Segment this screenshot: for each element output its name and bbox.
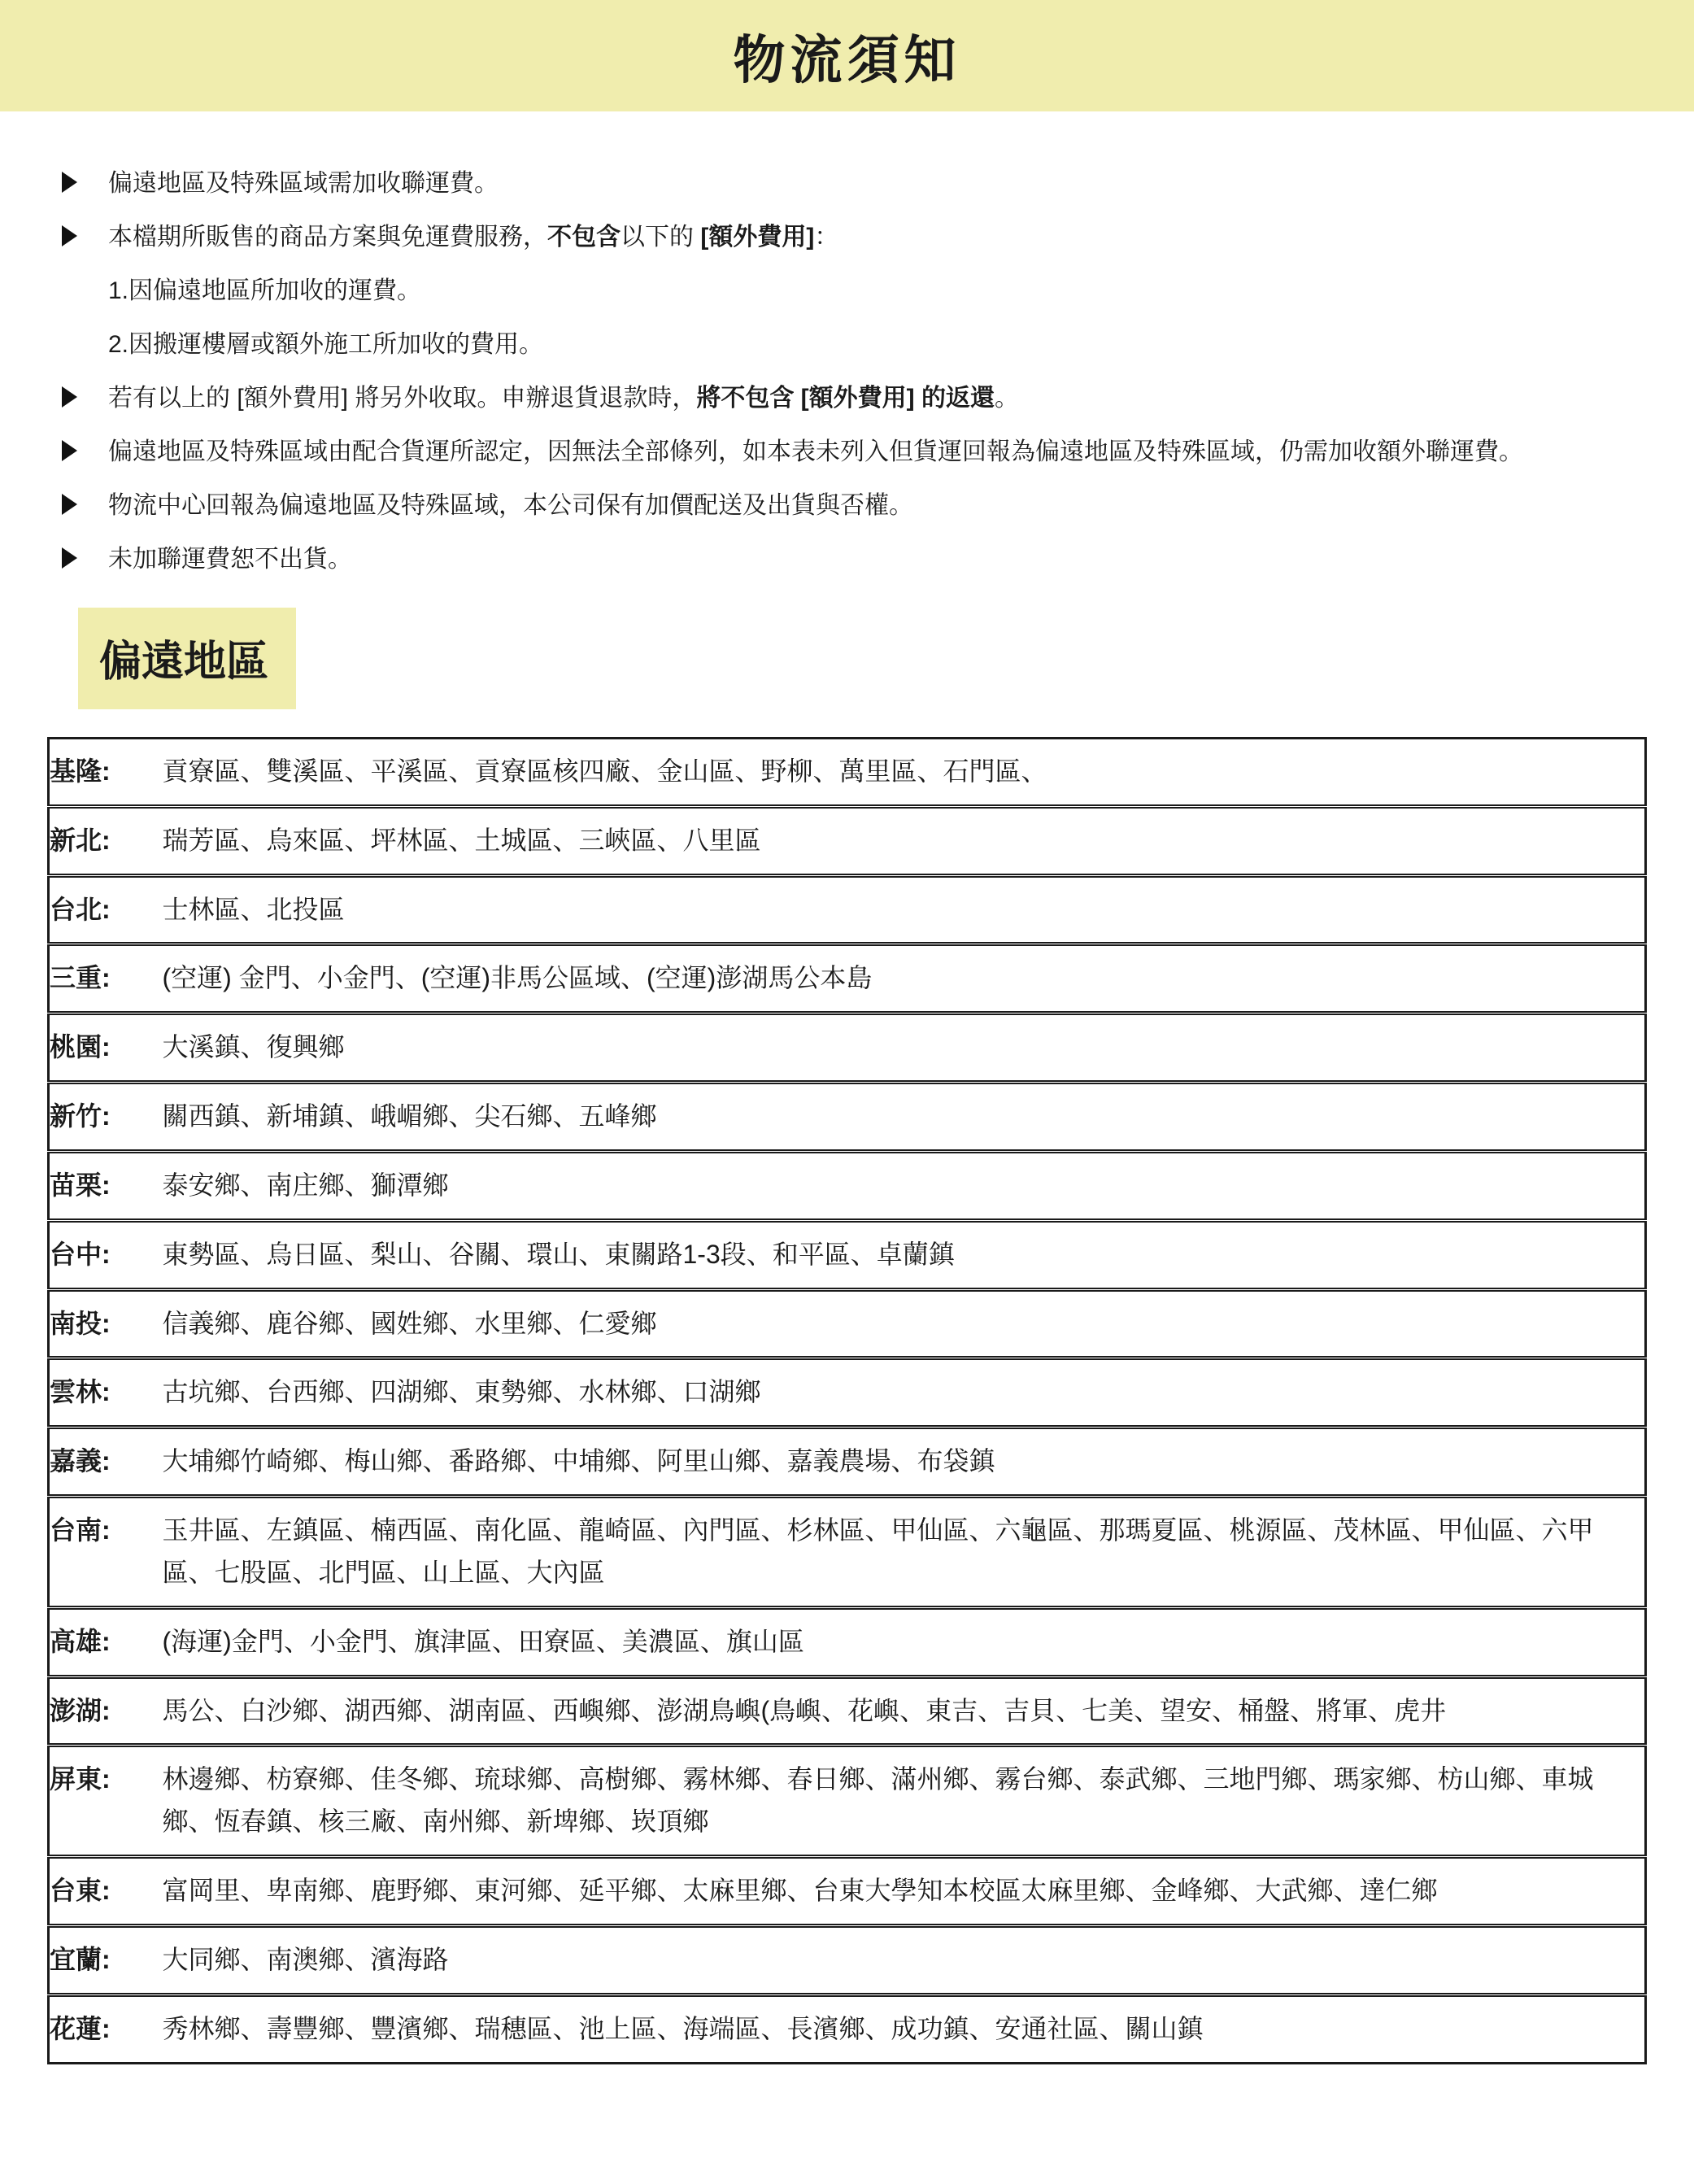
table-row [49,1994,1646,2063]
bullet-arrow-icon [62,172,77,193]
region-areas: 古坑鄉、台西鄉、四湖鄉、東勢鄉、水林鄉、口湖鄉 [163,1358,1646,1428]
notice-segment: 以下的 [621,224,701,251]
region-label: 台中: [49,1220,163,1289]
table-row [49,875,1646,944]
region-label: 花蓮: [49,1994,163,2063]
region-areas: 東勢區、烏日區、梨山、谷關、環山、東關路1-3段、和平區、卓蘭鎮 [163,1220,1646,1289]
notice-item [47,165,1647,202]
region-areas: 大同鄉、南澳鄉、濱海路 [163,1925,1646,1994]
table-row [49,739,1646,807]
table-row [49,1289,1646,1358]
region-label: 澎湖: [49,1676,163,1746]
regions-table-body [49,739,1646,2064]
table-row [49,1746,1646,1857]
region-label: 台東: [49,1857,163,1926]
page-content [0,111,1694,2064]
region-areas: 貢寮區、雙溪區、平溪區、貢寮區核四廠、金山區、野柳、萬里區、石門區、 [162,756,1047,786]
notice-text [108,165,499,202]
table-row [49,806,1646,875]
region-label: 宜蘭: [49,1925,163,1994]
table-row [49,1083,1646,1152]
bullet-arrow-icon [62,547,77,569]
table-row [49,1676,1646,1746]
region-areas: 大溪鎮、復興鄉 [163,1014,1646,1083]
table-row [49,1857,1646,1926]
region-label: 基隆: [50,756,111,786]
table-row [49,944,1646,1014]
table-row [49,1497,1646,1608]
notice-text [108,380,1019,416]
region-label: 南投: [49,1289,163,1358]
region-areas: 秀林鄉、壽豐鄉、豐濱鄉、瑞穗區、池上區、海端區、長濱鄉、成功鎮、安通社區、關山鎮 [163,1994,1646,2063]
region-label: 新竹: [49,1083,163,1152]
bullet-arrow-icon [62,386,77,408]
region-areas: 林邊鄉、枋寮鄉、佳冬鄉、琉球鄉、高樹鄉、霧林鄉、春日鄉、滿州鄉、霧台鄉、泰武鄉、三地門鄉、瑪家鄉、枋山鄉、車城鄉、恆春鎮、核三廠、南州鄉、新埤鄉、崁頂鄉 [163,1746,1646,1857]
table-row [49,1151,1646,1220]
notice-segment: 未加聯運費恕不出貨。 [108,546,352,573]
notice-item [47,434,1647,470]
region-areas: (空運) 金門、小金門、(空運)非馬公區域、(空運)澎湖馬公本島 [163,944,1646,1014]
title-banner [0,0,1694,111]
table-row [49,1925,1646,1994]
region-areas: 瑞芳區、烏來區、坪林區、土城區、三峽區、八里區 [163,806,1646,875]
notice-text [108,326,543,363]
region-label: 苗栗: [49,1151,163,1220]
notice-segment: ： [814,224,839,251]
notice-item [47,541,1647,578]
notice-text [108,541,352,578]
region-label: 三重: [49,944,163,1014]
region-label: 新北: [49,806,163,875]
region-areas: 玉井區、左鎮區、楠西區、南化區、龍崎區、內門區、杉林區、甲仙區、六龜區、那瑪夏區、桃源區、茂林區、甲仙區、六甲區、七股區、北門區、山上區、大內區 [163,1497,1646,1608]
remote-areas-table [47,737,1647,2064]
notice-segment: 本檔期所販售的商品方案與免運費服務， [108,224,547,251]
table-row [49,1220,1646,1289]
notice-list [47,165,1647,578]
region-label: 嘉義: [49,1428,163,1497]
bullet-arrow-icon [62,494,77,515]
notice-segment: 1.因偏遠地區所加收的運費。 [108,277,422,304]
region-label: 台南: [49,1497,163,1608]
notice-item [47,380,1647,416]
region-label: 台北: [49,875,163,944]
region-areas: 信義鄉、鹿谷鄉、國姓鄉、水里鄉、仁愛鄉 [163,1289,1646,1358]
region-label: 高雄: [49,1607,163,1676]
page-title: 物流須知 [733,30,961,89]
notice-text [108,272,421,309]
notice-segment: 若有以上的 [額外費用] 將另外收取。申辦退貨退款時， [108,385,697,412]
region-areas: 馬公、白沙鄉、湖西鄉、湖南區、西嶼鄉、澎湖鳥嶼(鳥嶼、花嶼、東吉、吉貝、七美、望安、桶盤、將軍、虎井 [163,1676,1646,1746]
table-row [49,1607,1646,1676]
section-heading-remote-areas: 偏遠地區 [78,608,296,709]
notice-segment: 偏遠地區及特殊區域由配合貨運所認定，因無法全部條列，如本表未列入但貨運回報為偏遠地區及特殊區域，仍需加收額外聯運費。 [108,438,1523,465]
notice-item [47,219,1647,255]
region-label: 雲林: [49,1358,163,1428]
notice-segment: 將不包含 [額外費用] 的返還 [696,385,995,412]
notice-text [108,219,838,255]
table-row [49,1428,1646,1497]
notice-subitem [47,272,1647,309]
bullet-arrow-icon [62,225,77,246]
region-areas: 富岡里、卑南鄉、鹿野鄉、東河鄉、延平鄉、太麻里鄉、台東大學知本校區太麻里鄉、金峰鄉、大武鄉、達仁鄉 [163,1857,1646,1926]
region-label: 桃園: [49,1014,163,1083]
bullet-arrow-icon [62,440,77,461]
notice-segment: 偏遠地區及特殊區域需加收聯運費。 [108,170,499,197]
region-areas: (海運)金門、小金門、旗津區、田寮區、美濃區、旗山區 [163,1607,1646,1676]
notice-subitem [47,326,1647,363]
region-areas: 士林區、北投區 [163,875,1646,944]
table-row [49,1014,1646,1083]
notice-segment: 物流中心回報為偏遠地區及特殊區域，本公司保有加價配送及出貨與否權。 [108,492,913,519]
region-label: 屏東: [49,1746,163,1857]
notice-segment: 。 [995,385,1019,412]
region-areas: 大埔鄉竹崎鄉、梅山鄉、番路鄉、中埔鄉、阿里山鄉、嘉義農場、布袋鎮 [163,1428,1646,1497]
region-areas: 關西鎮、新埔鎮、峨嵋鄉、尖石鄉、五峰鄉 [163,1083,1646,1152]
notice-item [47,487,1647,524]
notice-segment: 2.因搬運樓層或額外施工所加收的費用。 [108,331,544,358]
region-areas: 泰安鄉、南庄鄉、獅潭鄉 [163,1151,1646,1220]
notice-text [108,434,1523,470]
notice-segment: [額外費用] [700,224,815,251]
notice-text [108,487,913,524]
table-row [49,1358,1646,1428]
notice-segment: 不包含 [547,224,621,251]
